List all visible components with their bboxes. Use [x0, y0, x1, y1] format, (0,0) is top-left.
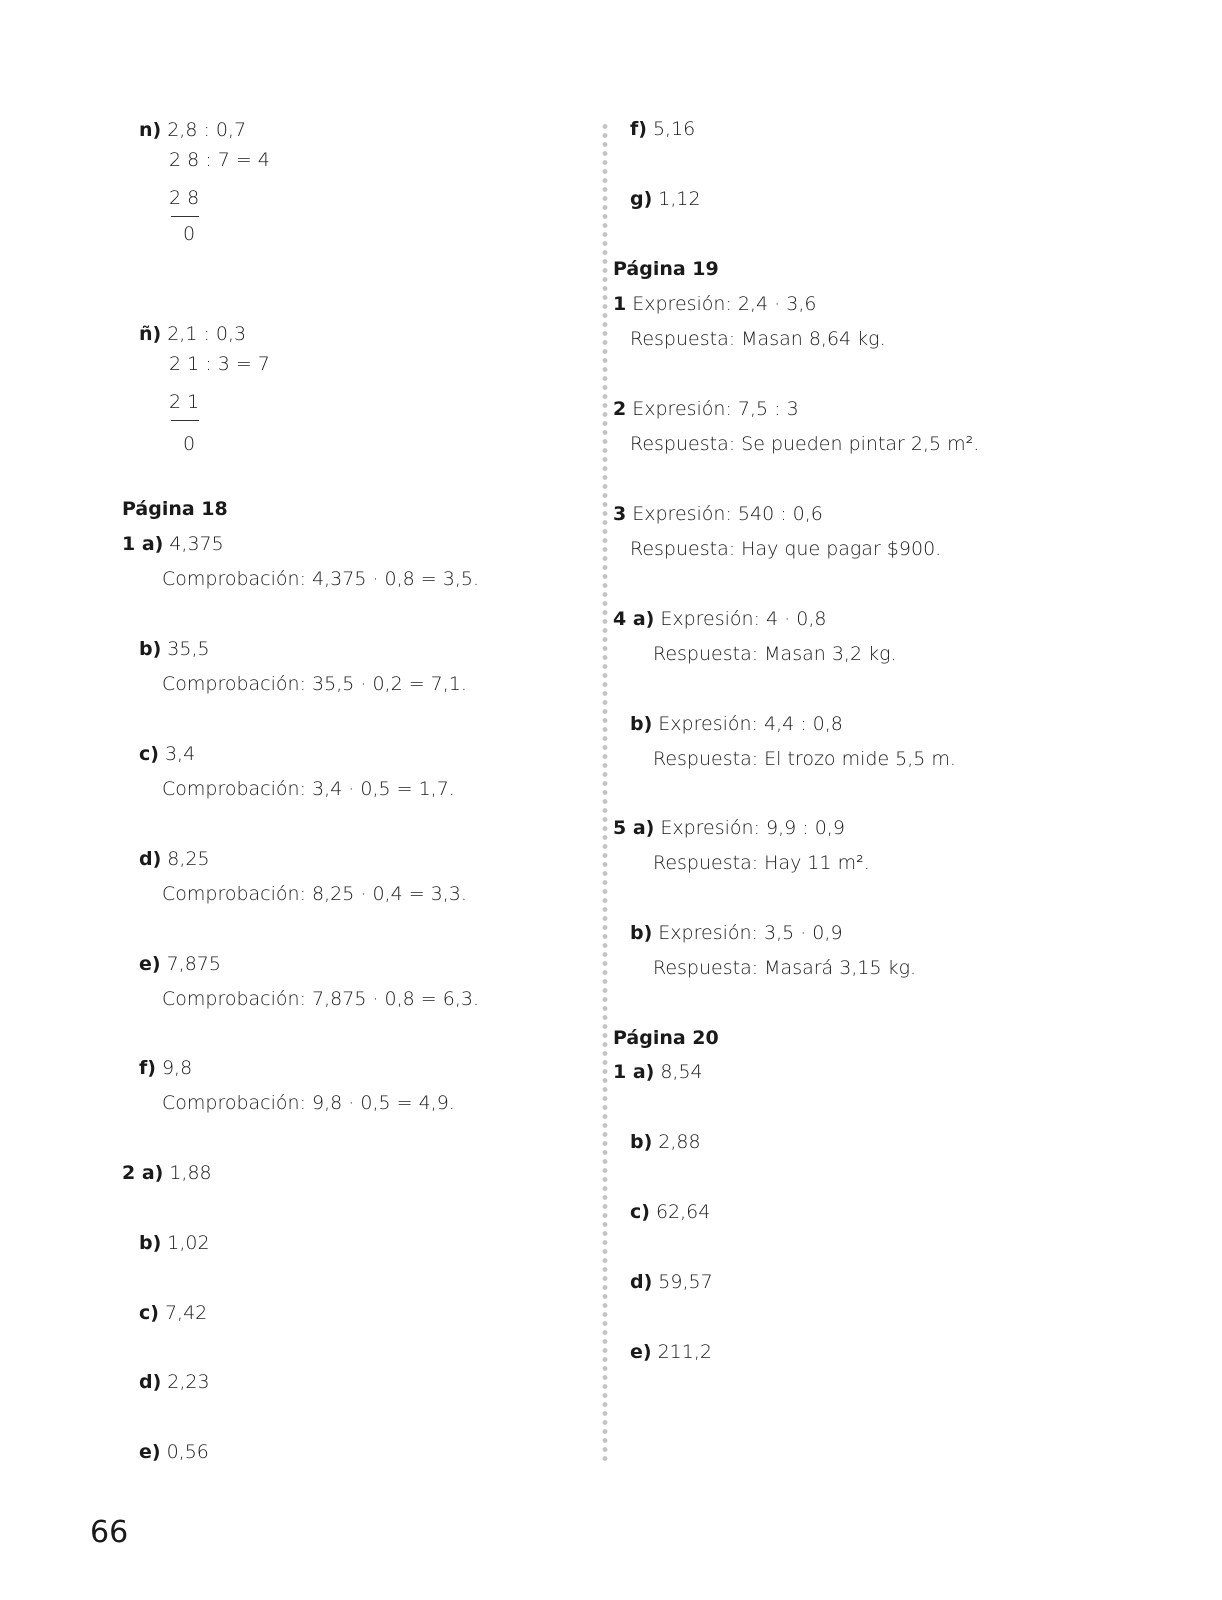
p18-1e-check: Comprobación: 7,875 · 0,8 = 6,3.	[162, 988, 479, 1010]
p18-1b: b) 35,5	[139, 638, 210, 660]
division-rule	[171, 420, 199, 421]
p18-1f-check: Comprobación: 9,8 · 0,5 = 4,9.	[162, 1092, 455, 1114]
item-n-step: 2 8 : 7 = 4	[169, 149, 270, 171]
item-n: n) 2,8 : 0,7	[139, 119, 247, 141]
p18-2e: e) 0,56	[139, 1441, 209, 1463]
p20-1d: d) 59,57	[630, 1271, 713, 1293]
p18-1b-check: Comprobación: 35,5 · 0,2 = 7,1.	[162, 673, 467, 695]
item-enie-remainder: 0	[183, 433, 196, 455]
item-n-remainder: 0	[183, 223, 196, 245]
p18-2d: d) 2,23	[139, 1371, 210, 1393]
p19-1-resp: Respuesta: Masan 8,64 kg.	[630, 328, 886, 350]
p19-4b-resp: Respuesta: El trozo mide 5,5 m.	[653, 748, 956, 770]
p18-2b: b) 1,02	[139, 1232, 210, 1254]
p19-2-resp: Respuesta: Se pueden pintar 2,5 m².	[630, 433, 980, 455]
p19-5b-resp: Respuesta: Masará 3,15 kg.	[653, 957, 917, 979]
p19-5a-expr: 5 a) Expresión: 9,9 : 0,9	[613, 817, 845, 839]
p18-1a: 1 a) 4,375	[122, 533, 224, 555]
p20-1b: b) 2,88	[630, 1131, 701, 1153]
item-n-dividend: 2 8	[169, 187, 200, 209]
heading-pagina-19: Página 19	[613, 258, 719, 280]
p20-1c: c) 62,64	[630, 1201, 711, 1223]
p18-1d-check: Comprobación: 8,25 · 0,4 = 3,3.	[162, 883, 467, 905]
p19-4a-resp: Respuesta: Masan 3,2 kg.	[653, 643, 897, 665]
item-enie-dividend: 2 1	[169, 391, 200, 413]
p18-1c-check: Comprobación: 3,4 · 0,5 = 1,7.	[162, 778, 455, 800]
heading-pagina-18: Página 18	[122, 498, 228, 520]
p19-3-resp: Respuesta: Hay que pagar $900.	[630, 538, 942, 560]
p19-1-expr: 1 Expresión: 2,4 · 3,6	[613, 293, 817, 315]
p19-3-expr: 3 Expresión: 540 : 0,6	[613, 503, 823, 525]
p19-2-expr: 2 Expresión: 7,5 : 3	[613, 398, 799, 420]
item-enie: ñ) 2,1 : 0,3	[139, 323, 247, 345]
page-number: 66	[90, 1515, 129, 1550]
heading-pagina-20: Página 20	[613, 1027, 719, 1049]
right-item-g: g) 1,12	[630, 188, 701, 210]
p19-4b-expr: b) Expresión: 4,4 : 0,8	[630, 713, 843, 735]
division-rule	[171, 216, 199, 217]
p19-4a-expr: 4 a) Expresión: 4 · 0,8	[613, 608, 827, 630]
p20-1a: 1 a) 8,54	[613, 1061, 703, 1083]
p18-1f: f) 9,8	[139, 1057, 193, 1079]
p18-1e: e) 7,875	[139, 953, 221, 975]
right-item-f: f) 5,16	[630, 118, 696, 140]
dotted-column-divider	[602, 122, 608, 1462]
p18-1c: c) 3,4	[139, 743, 196, 765]
p18-1a-check: Comprobación: 4,375 · 0,8 = 3,5.	[162, 568, 479, 590]
p18-2a: 2 a) 1,88	[122, 1162, 212, 1184]
p18-2c: c) 7,42	[139, 1302, 208, 1324]
p19-5a-resp: Respuesta: Hay 11 m².	[653, 852, 870, 874]
p18-1d: d) 8,25	[139, 848, 210, 870]
p19-5b-expr: b) Expresión: 3,5 · 0,9	[630, 922, 843, 944]
p20-1e: e) 211,2	[630, 1341, 712, 1363]
item-enie-step: 2 1 : 3 = 7	[169, 353, 270, 375]
